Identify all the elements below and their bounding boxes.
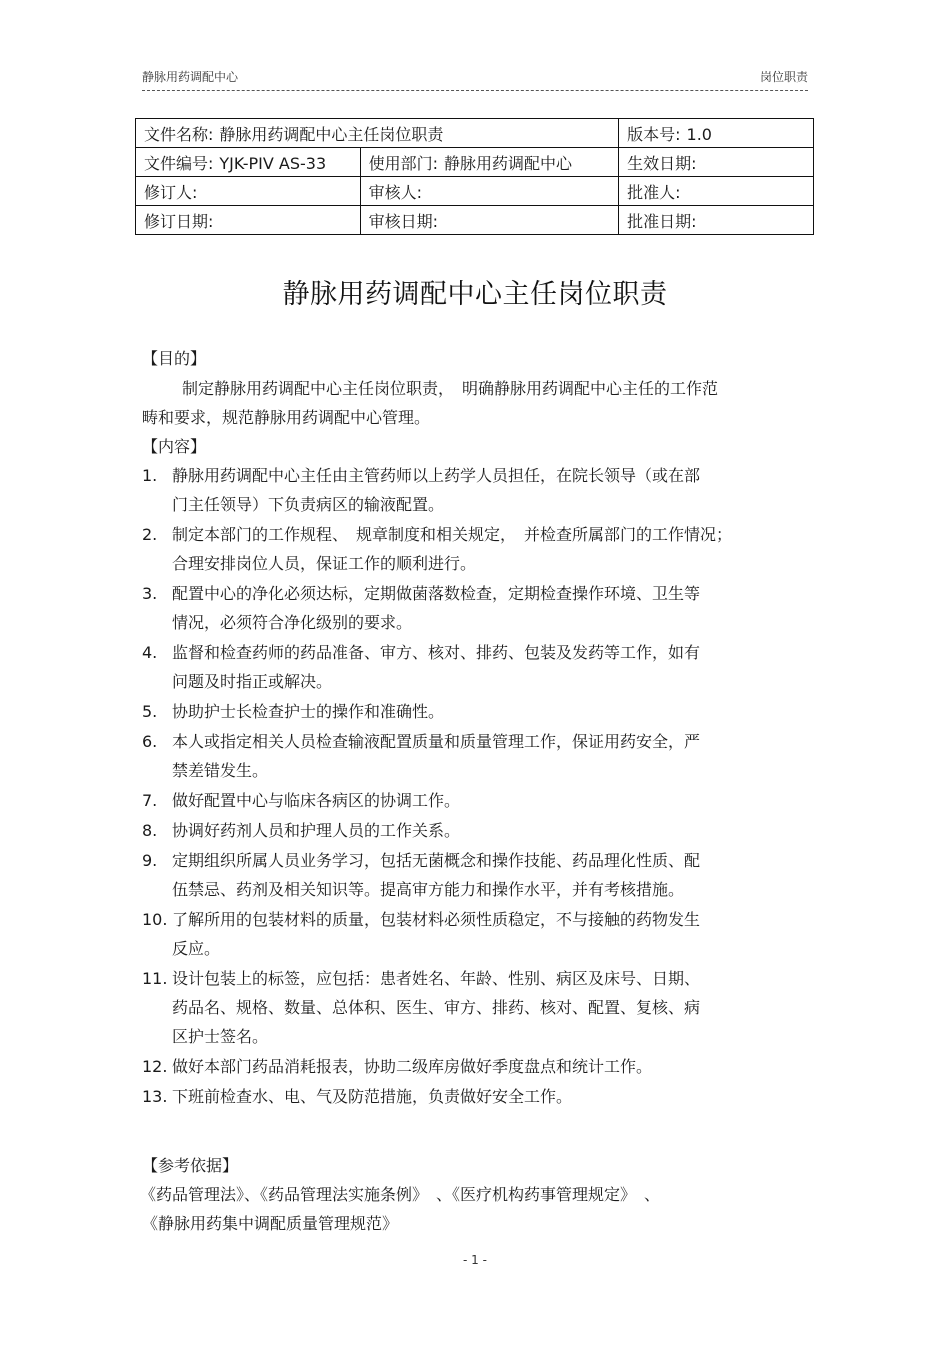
- list-item: [142, 638, 802, 696]
- list-item-number: 9.: [142, 851, 158, 870]
- cell-label: 文件编号:: [144, 153, 214, 173]
- version-cell: [619, 119, 814, 148]
- list-item-text: [172, 727, 802, 785]
- list-item-text: [172, 461, 802, 519]
- list-item: [142, 1082, 802, 1111]
- list-item-text: [172, 520, 802, 578]
- content-heading: 【内容】: [142, 437, 207, 456]
- list-item: [142, 964, 802, 1051]
- document-title: 静脉用药调配中心主任岗位职责: [282, 279, 668, 310]
- approval-date-cell: [619, 206, 814, 235]
- page-number: - 1 -: [463, 1253, 487, 1267]
- list-item-line: 静脉用药调配中心主任由主管药师以上药学人员担任，在院长领导（或在部: [172, 466, 701, 485]
- purpose-line-1: 制定静脉用药调配中心主任岗位职责， 明确静脉用药调配中心主任的工作范: [182, 379, 719, 398]
- approved-by-cell: [619, 177, 814, 206]
- purpose-heading: 【目的】: [142, 349, 207, 368]
- list-item: [142, 905, 802, 963]
- cell-label: 修订人:: [144, 182, 198, 202]
- list-item-number: 8.: [142, 821, 158, 840]
- table-row: [136, 206, 814, 235]
- list-item-number: 13.: [142, 1087, 168, 1106]
- cell-label: 修订日期:: [144, 211, 214, 231]
- cell-value: YJK-PIV AS-33: [219, 153, 327, 173]
- list-item-text: [172, 816, 802, 845]
- list-item-number: 3.: [142, 584, 158, 603]
- list-item: [142, 1052, 802, 1081]
- list-item-line: 区护士签名。: [172, 1027, 269, 1046]
- list-item: [142, 816, 802, 845]
- list-item-text: [172, 697, 802, 726]
- file-name-cell: [136, 119, 619, 148]
- list-item-number: 11.: [142, 969, 168, 988]
- table-row: [136, 148, 814, 177]
- list-item-number: 2.: [142, 525, 158, 544]
- list-item-text: [172, 1082, 802, 1111]
- list-item-number: 7.: [142, 791, 158, 810]
- list-item-line: 监督和检查药师的药品准备、审方、核对、排药、包装及发药等工作，如有: [172, 643, 701, 662]
- list-item-line: 合理安排岗位人员，保证工作的顺利进行。: [172, 554, 477, 573]
- references-section: [142, 1151, 802, 1238]
- table-row: [136, 177, 814, 206]
- cell-value: 静脉用药调配中心主任岗位职责: [219, 124, 444, 144]
- list-item-number: 5.: [142, 702, 158, 721]
- revised-by-cell: [136, 177, 361, 206]
- references-line-1: 《药品管理法》、《药品管理法实施条例》 、《医疗机构药事管理规定》 、: [140, 1185, 661, 1204]
- list-item-line: 药品名、规格、数量、总体积、医生、审方、排药、核对、配置、复核、病: [172, 998, 701, 1017]
- list-item-number: 12.: [142, 1057, 168, 1076]
- list-item-line: 设计包装上的标签，应包括：患者姓名、年龄、性别、病区及床号、日期、: [172, 969, 701, 988]
- list-item-line: 禁差错发生。: [172, 761, 269, 780]
- list-item-line: 做好本部门药品消耗报表，协助二级库房做好季度盘点和统计工作。: [172, 1057, 653, 1076]
- effective-date-cell: [619, 148, 814, 177]
- cell-value: 静脉用药调配中心: [444, 153, 573, 173]
- list-item-line: 定期组织所属人员业务学习，包括无菌概念和操作技能、药品理化性质、配: [172, 851, 701, 870]
- page-header: [142, 68, 808, 91]
- review-date-cell: [360, 206, 618, 235]
- cell-label: 批准人:: [627, 182, 681, 202]
- list-item: [142, 697, 802, 726]
- list-item: [142, 846, 802, 904]
- department-cell: [360, 148, 618, 177]
- list-item-line: 配置中心的净化必须达标，定期做菌落数检查，定期检查操作环境、卫生等: [172, 584, 701, 603]
- cell-label: 文件名称:: [144, 124, 214, 144]
- references-heading: 【参考依据】: [142, 1156, 239, 1175]
- list-item: [142, 786, 802, 815]
- list-item: [142, 520, 802, 578]
- table-row: [136, 119, 814, 148]
- cell-label: 审核日期:: [368, 211, 439, 231]
- list-item-line: 协助护士长检查护士的操作和准确性。: [172, 702, 445, 721]
- cell-label: 版本号:: [627, 124, 681, 144]
- list-item: [142, 461, 802, 519]
- list-item-line: 制定本部门的工作规程、 规章制度和相关规定， 并检查所属部门的工作情况；: [172, 525, 733, 544]
- list-item-text: [172, 786, 802, 815]
- header-left: 静脉用药调配中心: [142, 70, 239, 84]
- cell-label: 使用部门:: [368, 153, 439, 173]
- content-list: [142, 461, 802, 1112]
- list-item-line: 做好配置中心与临床各病区的协调工作。: [172, 791, 461, 810]
- cell-label: 批准日期:: [627, 211, 697, 231]
- list-item: [142, 579, 802, 637]
- list-item-line: 协调好药剂人员和护理人员的工作关系。: [172, 821, 461, 840]
- list-item-line: 反应。: [172, 939, 221, 958]
- revision-date-cell: [136, 206, 361, 235]
- list-item-text: [172, 579, 802, 637]
- list-item-text: [172, 905, 802, 963]
- list-item-number: 6.: [142, 732, 158, 751]
- list-item-line: 了解所用的包装材料的质量，包装材料必须性质稳定，不与接触的药物发生: [172, 910, 701, 929]
- list-item-text: [172, 964, 802, 1051]
- list-item-line: 问题及时指正或解决。: [172, 672, 333, 691]
- purpose-line-2: 畴和要求，规范静脉用药调配中心管理。: [142, 408, 431, 427]
- list-item-number: 10.: [142, 910, 168, 929]
- list-item-text: [172, 638, 802, 696]
- list-item-text: [172, 846, 802, 904]
- list-item-line: 情况，必须符合净化级别的要求。: [172, 613, 413, 632]
- header-right: 岗位职责: [759, 70, 808, 84]
- list-item-number: 1.: [142, 466, 158, 485]
- references-line-2: 《静脉用药集中调配质量管理规范》: [142, 1214, 399, 1233]
- cell-value: 1.0: [686, 124, 712, 144]
- list-item: [142, 727, 802, 785]
- list-item-line: 本人或指定相关人员检查输液配置质量和质量管理工作，保证用药安全，严: [172, 732, 701, 751]
- cell-label: 生效日期:: [627, 153, 697, 173]
- cell-label: 审核人:: [368, 182, 423, 202]
- file-number-cell: [136, 148, 361, 177]
- list-item-text: [172, 1052, 802, 1081]
- list-item-line: 下班前检查水、电、气及防范措施，负责做好安全工作。: [172, 1087, 573, 1106]
- list-item-number: 4.: [142, 643, 158, 662]
- list-item-line: 门主任领导）下负责病区的输液配置。: [172, 495, 445, 514]
- document-meta-table: [135, 118, 814, 235]
- list-item-line: 伍禁忌、药剂及相关知识等。提高审方能力和操作水平，并有考核措施。: [172, 880, 685, 899]
- reviewed-by-cell: [360, 177, 618, 206]
